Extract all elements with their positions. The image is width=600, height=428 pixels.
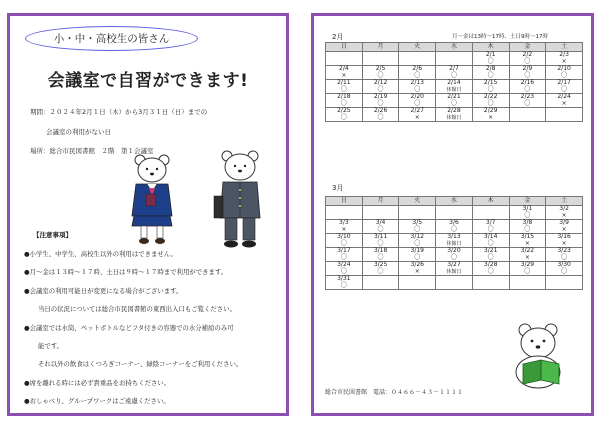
calendar-day-cell — [546, 206, 583, 220]
calendar-week-row — [326, 262, 583, 276]
calendar-week-row — [326, 66, 583, 80]
calendar-day-cell — [436, 276, 473, 290]
day-date: 3/4 — [375, 219, 386, 226]
calendar-day-cell — [326, 206, 363, 220]
day-date: 3/15 — [520, 233, 535, 240]
day-status: 〇 — [414, 71, 421, 79]
calendar-day-cell — [399, 52, 436, 66]
calendar-day-cell — [399, 80, 436, 94]
day-date: 3/1 — [522, 205, 533, 212]
calendar-day-cell — [436, 262, 473, 276]
calendar-day-cell — [326, 80, 363, 94]
calendar-day-cell — [399, 276, 436, 290]
bear-reading-book-illustration — [507, 320, 579, 392]
calendar-day-cell — [362, 80, 399, 94]
calendar-day-cell — [472, 248, 509, 262]
calendar-day-cell — [362, 108, 399, 122]
weekday-header: 日 — [326, 197, 363, 206]
calendar-day-cell — [362, 206, 399, 220]
day-status: 〇 — [487, 267, 494, 275]
weekday-header: 土 — [546, 197, 583, 206]
day-date: 2/26 — [373, 107, 388, 114]
day-date: 3/5 — [412, 219, 423, 226]
notice-sub-line: 当日の状況については総合市民図書館の東西出入口もご覧ください。 — [38, 305, 236, 313]
day-date: 3/11 — [373, 233, 388, 240]
day-status: 〇 — [340, 267, 347, 275]
day-date: 2/16 — [520, 79, 535, 86]
weekday-header: 木 — [472, 197, 509, 206]
day-status: 休館日 — [446, 114, 462, 121]
day-status: × — [561, 99, 567, 107]
calendar-day-cell — [509, 220, 546, 234]
day-status: 〇 — [377, 267, 384, 275]
march-calendar — [325, 196, 583, 290]
day-status: 〇 — [524, 85, 531, 93]
day-status: 〇 — [377, 253, 384, 261]
day-date: 3/25 — [373, 261, 388, 268]
day-status: 〇 — [340, 113, 347, 121]
day-status: 〇 — [340, 253, 347, 261]
calendar-day-cell — [362, 248, 399, 262]
day-date: 3/30 — [557, 261, 571, 268]
day-status: 休館日 — [446, 268, 462, 275]
calendar-day-cell — [472, 234, 509, 248]
calendar-day-cell — [362, 52, 399, 66]
calendar-week-row — [326, 206, 583, 220]
day-date: 3/8 — [522, 219, 533, 226]
day-status: 〇 — [487, 253, 494, 261]
day-date: 3/22 — [520, 247, 535, 254]
calendar-day-cell — [436, 234, 473, 248]
calendar-day-cell — [546, 66, 583, 80]
day-date: 2/21 — [447, 93, 461, 100]
calendar-day-cell — [546, 80, 583, 94]
day-status: 〇 — [487, 225, 494, 233]
calendar-day-cell — [399, 262, 436, 276]
notice-bullet: ●小学生、中学生、高校生以外の利用はできません。 — [24, 250, 177, 258]
day-status: 〇 — [414, 239, 421, 247]
day-status: 〇 — [414, 225, 421, 233]
day-status: × — [341, 225, 347, 233]
day-date: 2/13 — [410, 79, 424, 86]
calendar-week-row — [326, 80, 583, 94]
day-status: 〇 — [340, 99, 347, 107]
weekday-header: 金 — [509, 197, 546, 206]
calendar-day-cell — [362, 66, 399, 80]
calendar-week-row — [326, 52, 583, 66]
day-status: 〇 — [487, 239, 494, 247]
place-line: 場所：総合市民図書館 ２階 第１会議室 — [30, 147, 154, 155]
day-date: 3/28 — [483, 261, 498, 268]
day-date: 2/12 — [373, 79, 388, 86]
calendar-day-cell — [509, 234, 546, 248]
calendar-day-cell — [362, 262, 399, 276]
day-date: 2/28 — [447, 107, 461, 114]
day-date: 3/13 — [447, 233, 461, 240]
calendar-day-cell — [399, 248, 436, 262]
calendar-day-cell — [472, 276, 509, 290]
audience-pill: 小・中・高校生の皆さん — [25, 26, 198, 51]
day-status: 〇 — [524, 225, 531, 233]
day-status: 〇 — [524, 71, 531, 79]
weekday-header: 火 — [399, 43, 436, 52]
day-status: 〇 — [487, 71, 494, 79]
day-status: 休館日 — [446, 86, 462, 93]
notice-bullet: ●月～金は１３時～１７時、土日は９時～１７時まで利用ができます。 — [24, 268, 228, 276]
day-status: 〇 — [340, 85, 347, 93]
calendar-day-cell — [436, 206, 473, 220]
day-status: 〇 — [340, 281, 347, 289]
weekday-header: 水 — [436, 197, 473, 206]
page-title: 会議室で自習ができます! — [47, 71, 249, 91]
left-flyer-page — [7, 13, 289, 416]
day-date: 2/10 — [557, 65, 571, 72]
day-status: 〇 — [414, 85, 421, 93]
weekday-header: 月 — [362, 197, 399, 206]
day-date: 3/23 — [557, 247, 571, 254]
calendar-day-cell — [436, 52, 473, 66]
day-date: 2/18 — [337, 93, 351, 100]
calendar-day-cell — [399, 108, 436, 122]
calendar-day-cell — [509, 94, 546, 108]
calendar-day-cell — [362, 94, 399, 108]
calendar-day-cell — [326, 248, 363, 262]
notice-bullet: ●会議室では水筒、ペットボトルなどフタ付きの容器での水分補給のみ可 — [24, 324, 234, 332]
day-status: × — [561, 57, 567, 65]
day-status: × — [561, 211, 567, 219]
notice-sub-line: それ以外の飲食はくつろぎコーナー、緑陰コーナーをご利用ください。 — [38, 360, 243, 368]
calendar-day-cell — [436, 108, 473, 122]
calendar-day-cell — [472, 94, 509, 108]
calendar-day-cell — [436, 220, 473, 234]
calendar-day-cell — [362, 276, 399, 290]
calendar-day-cell — [509, 206, 546, 220]
day-status: 〇 — [377, 71, 384, 79]
day-date: 3/21 — [483, 247, 498, 254]
calendar-day-cell — [472, 220, 509, 234]
day-date: 2/9 — [522, 65, 533, 72]
day-date: 2/20 — [410, 93, 424, 100]
day-status: × — [561, 225, 567, 233]
calendar-day-cell — [326, 52, 363, 66]
day-status: × — [488, 113, 494, 121]
day-date: 2/4 — [339, 65, 349, 72]
calendar-week-row — [326, 94, 583, 108]
day-status: 〇 — [377, 85, 384, 93]
calendar-day-cell — [326, 276, 363, 290]
day-date: 3/17 — [337, 247, 351, 254]
day-date: 3/24 — [337, 261, 351, 268]
calendar-day-cell — [509, 262, 546, 276]
day-status: 〇 — [524, 211, 531, 219]
day-status: × — [341, 71, 347, 79]
day-date: 2/22 — [483, 93, 498, 100]
day-date: 3/2 — [559, 205, 569, 212]
calendar-week-row — [326, 108, 583, 122]
day-date: 3/14 — [483, 233, 498, 240]
day-date: 3/16 — [557, 233, 571, 240]
day-status: 〇 — [450, 99, 457, 107]
day-date: 3/26 — [410, 261, 424, 268]
calendar-week-row — [326, 234, 583, 248]
calendar-day-cell — [326, 262, 363, 276]
day-status: 〇 — [450, 225, 457, 233]
calendar-day-cell — [546, 262, 583, 276]
day-date: 3/10 — [337, 233, 351, 240]
calendar-day-cell — [546, 52, 583, 66]
weekday-header: 水 — [436, 43, 473, 52]
march-label: 3月 — [332, 184, 344, 192]
calendar-day-cell — [546, 276, 583, 290]
day-status: 〇 — [487, 99, 494, 107]
calendar-day-cell — [546, 248, 583, 262]
day-status: 〇 — [524, 267, 531, 275]
day-date: 3/9 — [559, 219, 569, 226]
day-date: 2/25 — [337, 107, 351, 114]
calendar-day-cell — [399, 206, 436, 220]
day-status: 〇 — [561, 267, 568, 275]
day-date: 3/27 — [447, 261, 461, 268]
hours-note: 月～金は13時～17時、土日9時～17時 — [452, 34, 548, 40]
calendar-day-cell — [362, 220, 399, 234]
day-status: 休館日 — [446, 240, 462, 247]
calendar-day-cell — [326, 66, 363, 80]
day-date: 3/20 — [447, 247, 461, 254]
day-status: × — [561, 239, 567, 247]
library-contact-footer: 総合市民図書館 電話：０４６６－４３－１１１１ — [325, 389, 464, 396]
bear-student-boy-illustration — [210, 146, 270, 252]
weekday-header: 月 — [362, 43, 399, 52]
calendar-day-cell — [436, 94, 473, 108]
day-date: 2/27 — [410, 107, 424, 114]
calendar-day-cell — [399, 234, 436, 248]
day-status: 〇 — [450, 71, 457, 79]
calendar-day-cell — [546, 94, 583, 108]
calendar-day-cell — [509, 248, 546, 262]
calendar-day-cell — [509, 276, 546, 290]
day-status: 〇 — [377, 99, 384, 107]
day-status: 〇 — [561, 85, 568, 93]
notice-bullet: ●おしゃべり、グループワークはご遠慮ください。 — [24, 397, 170, 405]
calendar-day-cell — [472, 80, 509, 94]
day-date: 2/1 — [485, 51, 496, 58]
day-status: 〇 — [561, 253, 568, 261]
calendar-day-cell — [509, 66, 546, 80]
notice-bullet: ●会議室の利用可能日が変更になる場合がございます。 — [24, 287, 183, 295]
day-status: 〇 — [377, 113, 384, 121]
weekday-header: 木 — [472, 43, 509, 52]
calendar-week-row — [326, 220, 583, 234]
day-status: 〇 — [561, 71, 568, 79]
day-date: 2/29 — [483, 107, 498, 114]
calendar-week-row — [326, 248, 583, 262]
bear-student-girl-illustration — [125, 150, 179, 246]
period-sub-line: 会議室の利用がない日 — [46, 128, 111, 136]
day-status: 〇 — [487, 57, 494, 65]
calendar-day-cell — [472, 206, 509, 220]
day-date: 3/18 — [373, 247, 388, 254]
day-date: 2/24 — [557, 93, 571, 100]
day-date: 3/19 — [410, 247, 424, 254]
calendar-day-cell — [399, 94, 436, 108]
calendar-day-cell — [472, 52, 509, 66]
calendar-day-cell — [399, 220, 436, 234]
calendar-day-cell — [472, 66, 509, 80]
february-calendar — [325, 42, 583, 122]
calendar-day-cell — [472, 262, 509, 276]
day-date: 2/11 — [337, 79, 351, 86]
right-calendar-page — [311, 13, 594, 416]
calendar-day-cell — [326, 234, 363, 248]
day-date: 2/19 — [373, 93, 388, 100]
day-status: × — [414, 267, 420, 275]
day-date: 2/5 — [375, 65, 386, 72]
day-date: 2/7 — [449, 65, 459, 72]
day-status: × — [414, 113, 420, 121]
notice-sub-line: 能です。 — [38, 342, 64, 350]
calendar-week-row — [326, 276, 583, 290]
calendar-day-cell — [546, 220, 583, 234]
day-date: 2/14 — [447, 79, 461, 86]
calendar-day-cell — [436, 248, 473, 262]
calendar-day-cell — [326, 94, 363, 108]
day-status: 〇 — [450, 253, 457, 261]
period-line: 期間：２０２４年2月１日（木）から3月３１日（日）までの — [30, 108, 208, 116]
day-date: 2/2 — [522, 51, 533, 58]
calendar-day-cell — [436, 66, 473, 80]
day-status: 〇 — [377, 239, 384, 247]
day-status: 〇 — [524, 57, 531, 65]
calendar-day-cell — [509, 80, 546, 94]
weekday-header: 火 — [399, 197, 436, 206]
day-date: 3/7 — [485, 219, 496, 226]
calendar-day-cell — [509, 108, 546, 122]
day-date: 2/23 — [520, 93, 535, 100]
day-date: 2/8 — [485, 65, 496, 72]
day-date: 2/15 — [483, 79, 498, 86]
day-status: 〇 — [414, 253, 421, 261]
day-date: 2/6 — [412, 65, 423, 72]
day-status: 〇 — [487, 85, 494, 93]
day-status: × — [524, 239, 530, 247]
weekday-header: 土 — [546, 43, 583, 52]
day-date: 3/12 — [410, 233, 424, 240]
february-label: 2月 — [332, 33, 344, 41]
calendar-day-cell — [362, 234, 399, 248]
notice-heading: 【注意事項】 — [33, 231, 72, 239]
day-date: 3/3 — [339, 219, 349, 226]
day-status: × — [524, 253, 530, 261]
calendar-day-cell — [399, 66, 436, 80]
calendar-day-cell — [546, 234, 583, 248]
day-status: 〇 — [340, 239, 347, 247]
calendar-day-cell — [472, 108, 509, 122]
day-date: 3/31 — [337, 275, 351, 282]
day-date: 2/3 — [559, 51, 569, 58]
day-date: 2/17 — [557, 79, 571, 86]
calendar-day-cell — [326, 220, 363, 234]
day-status: 〇 — [377, 225, 384, 233]
calendar-day-cell — [509, 52, 546, 66]
calendar-day-cell — [436, 80, 473, 94]
notice-bullet: ●席を離れる時には必ず貴重品をお持ちください。 — [24, 379, 171, 387]
day-status: 〇 — [524, 99, 531, 107]
weekday-header: 日 — [326, 43, 363, 52]
calendar-day-cell — [546, 108, 583, 122]
calendar-day-cell — [326, 108, 363, 122]
day-date: 3/6 — [449, 219, 459, 226]
day-status: 〇 — [414, 99, 421, 107]
day-date: 3/29 — [520, 261, 535, 268]
weekday-header: 金 — [509, 43, 546, 52]
